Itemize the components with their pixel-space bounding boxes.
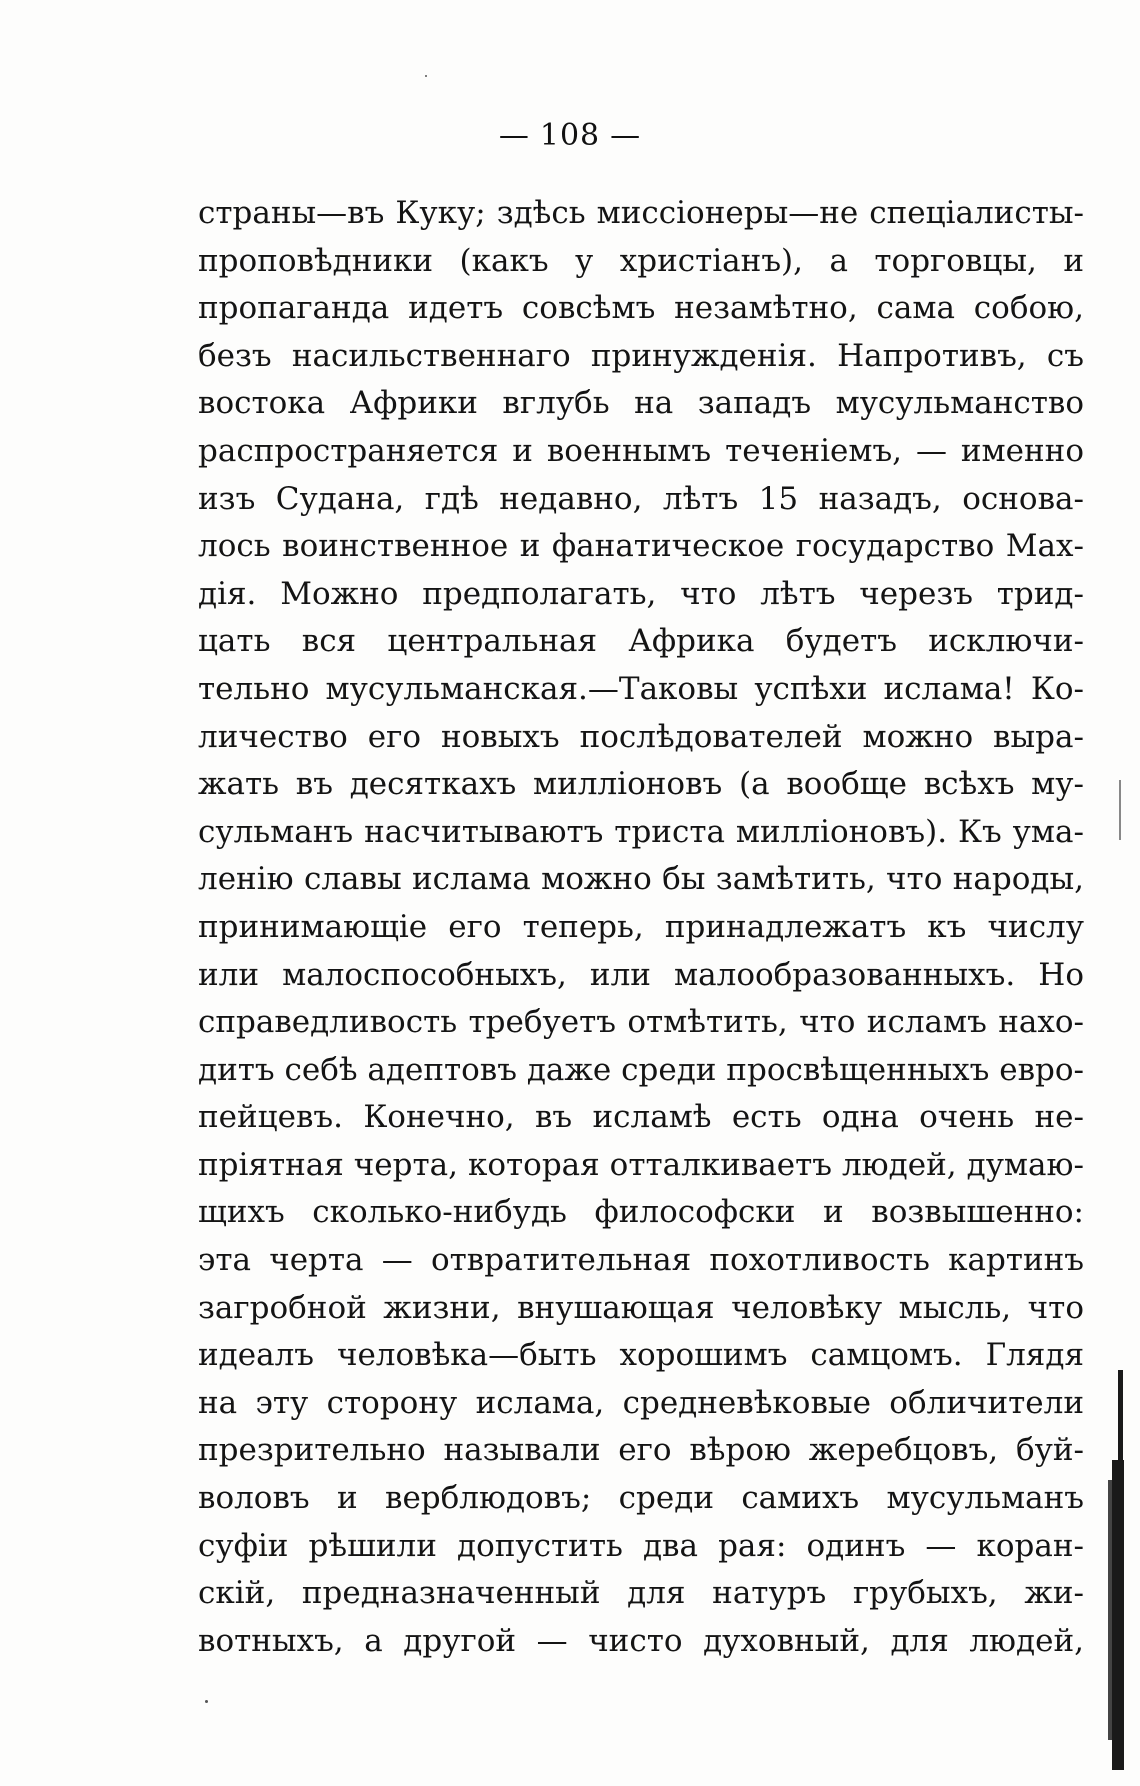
text-line: пріятная черта, которая отталкиваетъ людей, думаю- (198, 1146, 1084, 1183)
page-number-dash-left: — (498, 118, 530, 153)
text-line: сульманъ насчитываютъ триста милліоновъ). Къ ума- (198, 813, 1084, 850)
text-line: дитъ себѣ адептовъ даже среди просвѣщенныхъ евро- (198, 1051, 1084, 1088)
text-line: востока Африки вглубь на западъ мусульманство (198, 385, 1084, 422)
text-line: распространяется и военнымъ теченіемъ, — именно (198, 432, 1084, 469)
text-line: жать въ десяткахъ милліоновъ (а вообще всѣхъ му- (198, 766, 1084, 803)
text-line: загробной жизни, внушающая человѣку мысль, что (198, 1289, 1084, 1326)
text-line: страны—въ Куку; здѣсь миссіонеры—не спеціалисты- (198, 195, 1084, 231)
page-number-dash-right: — (610, 118, 642, 153)
scan-edge-mark (1118, 1370, 1123, 1460)
text-line: на эту сторону ислама, средневѣковые обличители (198, 1384, 1084, 1421)
text-line: проповѣдники (какъ у христіанъ), а торговцы, и (198, 242, 1084, 279)
text-line: тельно мусульманская.—Таковы успѣхи ислама! Ко- (198, 670, 1084, 707)
scan-edge-mark (1119, 780, 1121, 840)
scan-edge-mark (1112, 1460, 1124, 1770)
text-line: справедливость требуетъ отмѣтить, что исламъ нахо- (198, 1004, 1084, 1041)
text-line: скій, предназначенный для натуръ грубыхъ, жи- (198, 1575, 1084, 1612)
text-line: пейцевъ. Конечно, въ исламѣ есть одна очень не- (198, 1099, 1084, 1136)
page-number: 108 (539, 118, 601, 153)
text-line: пропаганда идетъ совсѣмъ незамѣтно, сама собою, (198, 290, 1084, 327)
text-line: личество его новыхъ послѣдователей можно выра- (198, 718, 1084, 755)
text-line: суфіи рѣшили допустить два рая: одинъ — коран- (198, 1527, 1084, 1564)
text-line: идеалъ человѣка—быть хорошимъ самцомъ. Глядя (198, 1337, 1084, 1374)
text-line: эта черта — отвратительная похотливость картинъ (198, 1242, 1084, 1279)
scan-edge-mark (1108, 1480, 1112, 1740)
text-line: безъ насильственнаго принужденія. Напротивъ, съ (198, 337, 1084, 374)
text-line: или малоспособныхъ, или малообразованныхъ. Но (198, 956, 1084, 993)
text-line: изъ Судана, гдѣ недавно, лѣтъ 15 назадъ, основа- (198, 480, 1084, 517)
text-line: вотныхъ, а другой — чисто духовный, для людей, (198, 1622, 1084, 1659)
page-number-header (0, 118, 1140, 153)
text-line: воловъ и верблюдовъ; среди самихъ мусульманъ (198, 1480, 1084, 1517)
text-line: принимающіе его теперь, принадлежатъ къ числу (198, 908, 1084, 945)
text-line: щихъ сколько-нибудь философски и возвышенно: (198, 1194, 1084, 1231)
text-line: презрительно называли его вѣрою жеребцовъ, буй- (198, 1432, 1084, 1469)
text-line: дія. Можно предполагать, что лѣтъ черезъ трид- (198, 575, 1084, 612)
text-line: ленію славы ислама можно бы замѣтить, что народы, (198, 861, 1084, 898)
scan-speck (425, 75, 427, 77)
text-line: лось воинственное и фанатическое государство Мах- (198, 528, 1084, 565)
scan-speck (205, 1700, 208, 1703)
text-line: цать вся центральная Африка будетъ исключи- (198, 623, 1084, 660)
body-text (198, 190, 1084, 1665)
